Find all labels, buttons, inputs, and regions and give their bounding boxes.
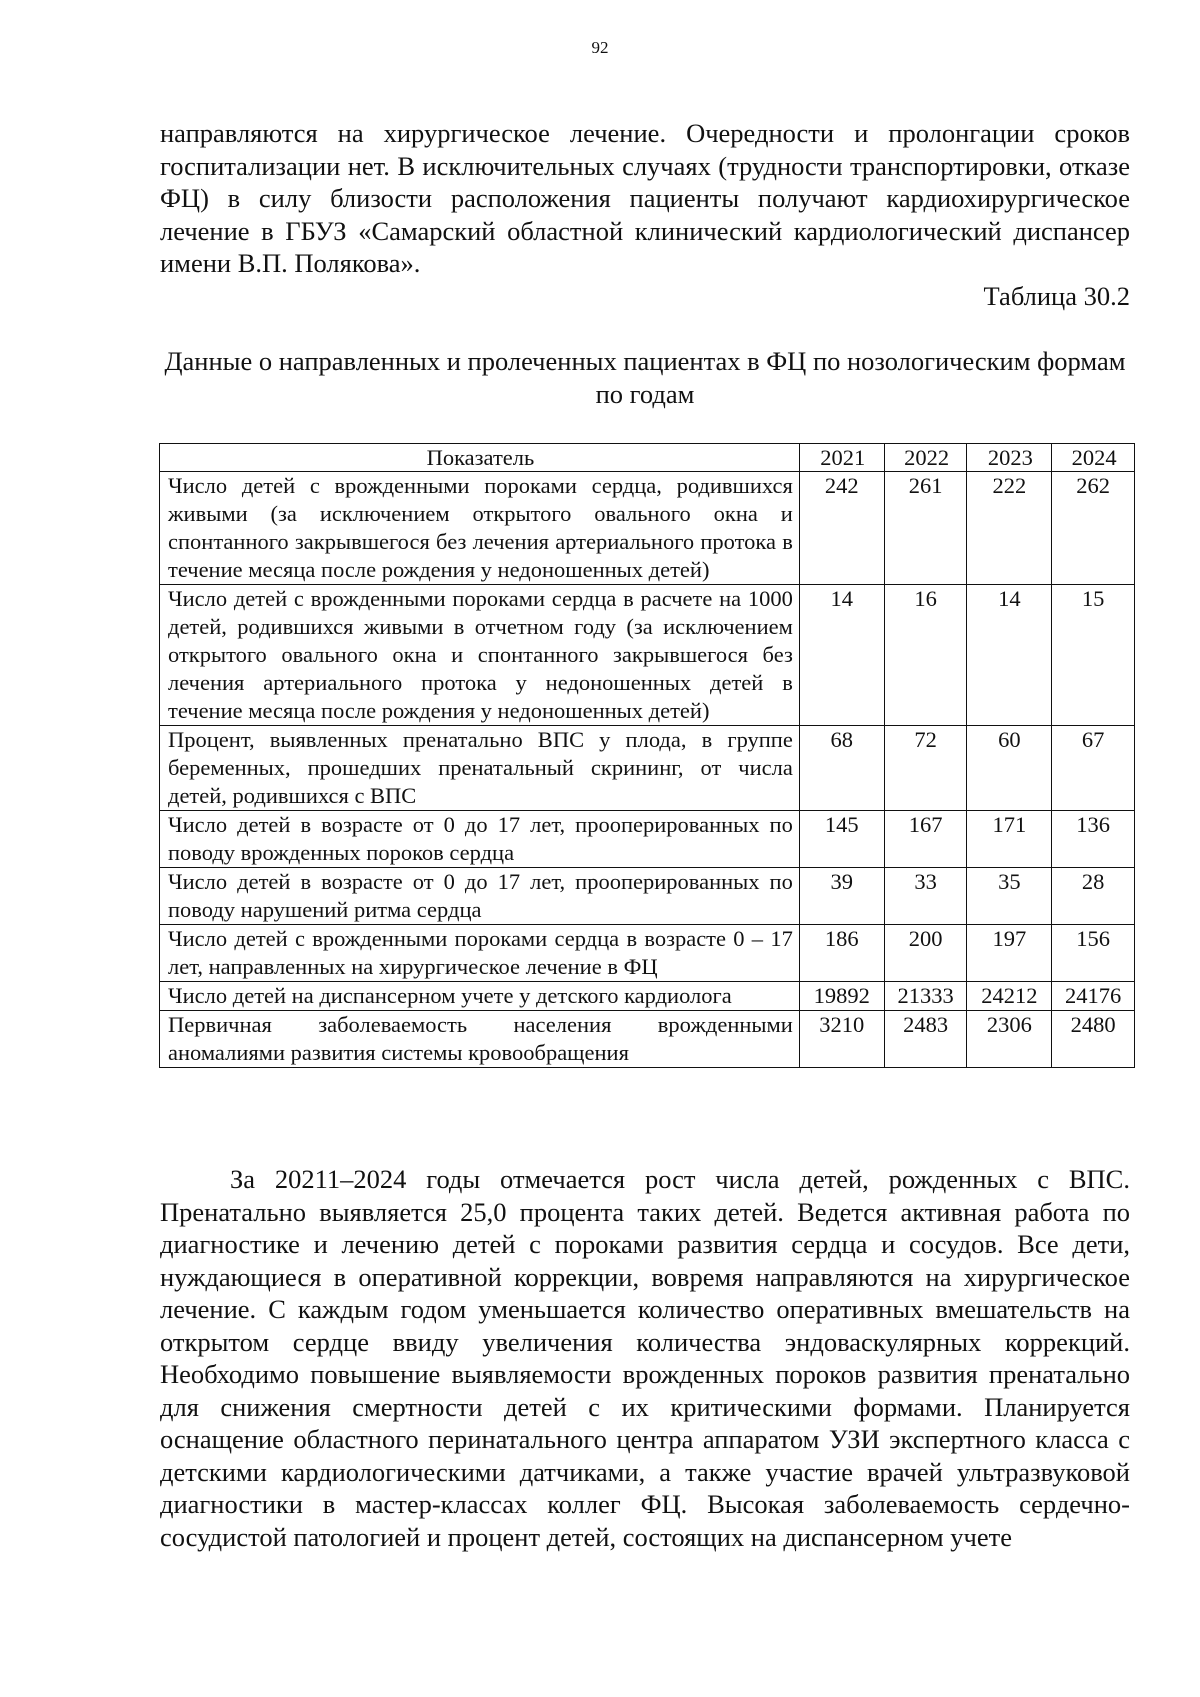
value-cell: 14 xyxy=(799,585,884,726)
table-row xyxy=(160,811,1135,868)
value-cell: 197 xyxy=(967,925,1052,982)
value-cell: 39 xyxy=(799,868,884,925)
value-cell: 67 xyxy=(1052,726,1135,811)
paragraph-bottom-text: За 20211–2024 годы отмечается рост числа детей, рожденных с ВПС. Пренатально выявляется 25,0 процента таких детей. Ведется активная работа по диагностике и лечению детей с пороками развития сердца и сосудов. Все дети, нуждающиеся в оперативной коррекции, вовремя направляются на хирургическое лечение. С каждым годом уменьшается количество оперативных вмешательств на открытом сердце ввиду увеличения количества эндоваскулярных коррекций. Необходимо повышение выявляемости врожденных пороков развития пренатально для снижения смертности детей с их критическими формами. Планируется оснащение областного перинатального центра аппаратом УЗИ экспертного класса с детскими кардиологическими датчиками, а также участие врачей ультразвуковой диагностики в мастер-классах коллег ФЦ. Высокая заболеваемость сердечно-сосудистой патологией и процент детей, состоящих на диспансерном учете xyxy=(160,1164,1130,1552)
value-cell: 171 xyxy=(967,811,1052,868)
table-row xyxy=(160,585,1135,726)
table-row xyxy=(160,726,1135,811)
table-header-row xyxy=(160,444,1135,472)
table-title: Данные о направленных и пролеченных пациентах в ФЦ по нозологическим формам по годам xyxy=(164,346,1126,409)
header-year: 2023 xyxy=(967,444,1052,472)
value-cell: 16 xyxy=(884,585,967,726)
value-cell: 167 xyxy=(884,811,967,868)
paragraph-bottom xyxy=(160,1163,1130,1553)
indicator-cell: Число детей в возрасте от 0 до 17 лет, прооперированных по поводу врожденных пороков сердца xyxy=(160,811,800,868)
value-cell: 60 xyxy=(967,726,1052,811)
table-row xyxy=(160,925,1135,982)
header-year: 2024 xyxy=(1052,444,1135,472)
value-cell: 222 xyxy=(967,472,1052,585)
table-label: Таблица 30.2 xyxy=(983,281,1130,311)
data-table xyxy=(159,443,1135,1068)
value-cell: 72 xyxy=(884,726,967,811)
page-number: 92 xyxy=(591,38,609,57)
table-row xyxy=(160,982,1135,1011)
value-cell: 145 xyxy=(799,811,884,868)
table-row xyxy=(160,472,1135,585)
value-cell: 2480 xyxy=(1052,1011,1135,1068)
value-cell: 186 xyxy=(799,925,884,982)
header-year: 2022 xyxy=(884,444,967,472)
indicator-cell: Число детей с врожденными пороками сердца в возрасте 0 – 17 лет, направленных на хирургическое лечение в ФЦ xyxy=(160,925,800,982)
paragraph-top: направляются на хирургическое лечение. Очередности и пролонгации сроков госпитализации нет. В исключительных случаях (трудности транспортировки, отказе ФЦ) в силу близости расположения пациенты получают кардиохирургическое лечение в ГБУЗ «Самарский областной клинический кардиологический диспансер имени В.П. Полякова». xyxy=(160,118,1130,278)
value-cell: 35 xyxy=(967,868,1052,925)
value-cell: 2483 xyxy=(884,1011,967,1068)
value-cell: 33 xyxy=(884,868,967,925)
indicator-cell: Число детей с врожденными пороками сердца, родившихся живыми (за исключением открытого овального окна и спонтанного закрывшегося без лечения артериального протока в течение месяца после рождения у недоношенных детей) xyxy=(160,472,800,585)
indicator-cell: Число детей с врожденными пороками сердца в расчете на 1000 детей, родившихся живыми в отчетном году (за исключением открытого овального окна и спонтанного закрывшегося без лечения артериального протока у недоношенных детей в течение месяца после рождения у недоношенных детей) xyxy=(160,585,800,726)
value-cell: 3210 xyxy=(799,1011,884,1068)
value-cell: 200 xyxy=(884,925,967,982)
value-cell: 261 xyxy=(884,472,967,585)
value-cell: 19892 xyxy=(799,982,884,1011)
value-cell: 156 xyxy=(1052,925,1135,982)
value-cell: 15 xyxy=(1052,585,1135,726)
value-cell: 136 xyxy=(1052,811,1135,868)
value-cell: 2306 xyxy=(967,1011,1052,1068)
value-cell: 24176 xyxy=(1052,982,1135,1011)
value-cell: 24212 xyxy=(967,982,1052,1011)
header-indicator: Показатель xyxy=(160,444,800,472)
indicator-cell: Число детей на диспансерном учете у детского кардиолога xyxy=(160,982,800,1011)
indicator-cell: Процент, выявленных пренатально ВПС у плода, в группе беременных, прошедших пренатальный скрининг, от числа детей, родившихся с ВПС xyxy=(160,726,800,811)
value-cell: 242 xyxy=(799,472,884,585)
value-cell: 14 xyxy=(967,585,1052,726)
table-row xyxy=(160,1011,1135,1068)
header-year: 2021 xyxy=(799,444,884,472)
value-cell: 68 xyxy=(799,726,884,811)
indicator-cell: Первичная заболеваемость населения врожденными аномалиями развития системы кровообращения xyxy=(160,1011,800,1068)
value-cell: 21333 xyxy=(884,982,967,1011)
value-cell: 28 xyxy=(1052,868,1135,925)
table-row xyxy=(160,868,1135,925)
indicator-cell: Число детей в возрасте от 0 до 17 лет, прооперированных по поводу нарушений ритма сердца xyxy=(160,868,800,925)
value-cell: 262 xyxy=(1052,472,1135,585)
